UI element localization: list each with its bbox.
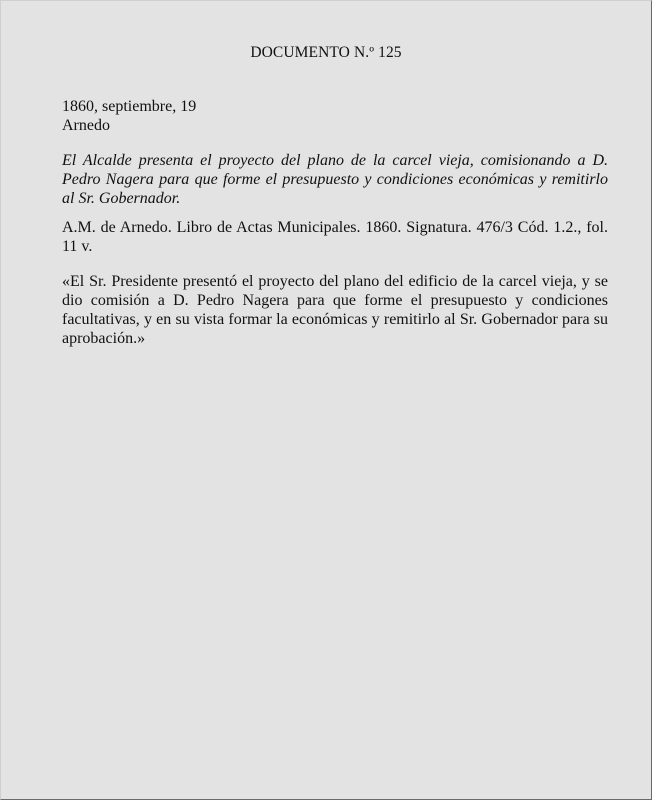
document-date: 1860, septiembre, 19 [62, 98, 197, 115]
document-heading: DOCUMENTO N.º 125 [250, 44, 402, 61]
document-place: Arnedo [62, 117, 110, 134]
document-quote: «El Sr. Presidente presentó el proyecto del plano del edificio de la carcel vieja, y se dio comisión a D. Pedro Nagera para que forme el presupuesto y condiciones facultativas, y en su vista formar la económicas y remitirlo al Sr. Gobernador para su aprobación.» [62, 273, 608, 347]
document-source-citation: A.M. de Arnedo. Libro de Actas Municipales. 1860. Signatura. 476/3 Cód. 1.2., fol. 11 v. [62, 219, 608, 255]
document-summary: El Alcalde presenta el proyecto del plano de la carcel vieja, comisionando a D. Pedro Nagera para que forme el presupuesto y condiciones económicas y remitirlo al Sr. Gobernador. [62, 152, 608, 207]
